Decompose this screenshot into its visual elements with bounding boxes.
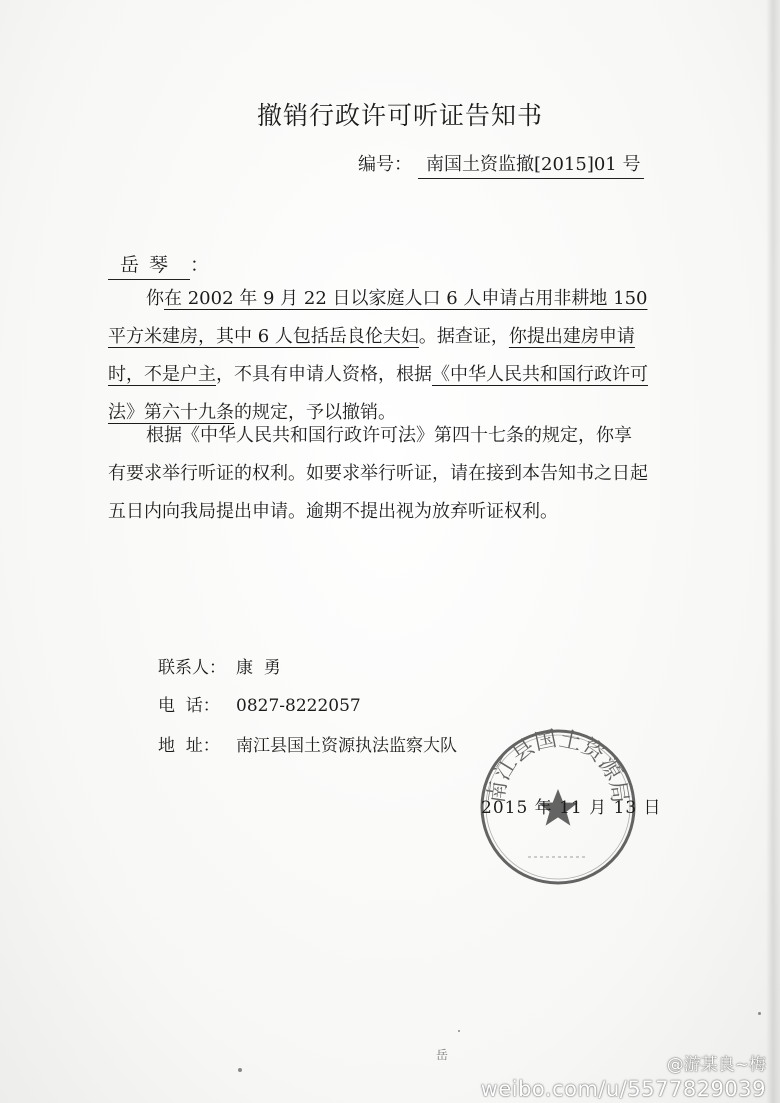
- addressee: [108, 250, 209, 280]
- paragraph-notice-text-2: ，不具有申请人资格，根据: [216, 364, 432, 385]
- document-number: [358, 150, 644, 179]
- contact-address-value: 南江县国土资源执法监察大队: [236, 736, 457, 756]
- paragraph-notice: [108, 280, 648, 432]
- watermark-handle: @游某良~梅: [666, 1055, 766, 1075]
- contact-phone-value: 0827-8222057: [236, 696, 361, 716]
- addressee-colon: ：: [190, 254, 210, 276]
- weibo-watermark: [481, 1050, 766, 1101]
- page-footer-mark: 岳: [436, 1048, 449, 1062]
- watermark-url: weibo.com/u/5577829039: [480, 1077, 766, 1101]
- document-number-label: 编号：: [358, 154, 412, 175]
- scan-speck: [758, 1012, 761, 1015]
- paragraph-notice-underlined-facts: 在 2002 年 9 月 22 日以家庭人口 6 人申请占用非耕地 150 平方米建房，其中 6 人包括岳良伦夫妇: [108, 288, 648, 347]
- paragraph-notice-text-3: 的规定，予以撤销。: [234, 402, 396, 423]
- document-number-value: 南国土资监撤[2015]01 号: [418, 150, 644, 179]
- paragraph-notice-underlined-finding: 你提出建房申请时，不是户主: [108, 326, 635, 385]
- paragraph-notice-lead: 你: [146, 288, 164, 309]
- contact-person-value: 康 勇: [236, 658, 281, 678]
- paragraph-hearing-rights: [108, 417, 648, 531]
- contact-address-label: 地 址：: [158, 736, 220, 756]
- document-title: 撤销行政许可听证告知书: [256, 101, 543, 130]
- contact-person-label: 联系人：: [158, 658, 226, 678]
- seal-text: 南江县国土资源局: [484, 727, 632, 805]
- contact-address: [158, 731, 457, 756]
- scan-edge-shadow: [766, 0, 780, 1103]
- addressee-name: 岳琴: [108, 250, 190, 280]
- paragraph-notice-text-1: 。据查证，: [418, 326, 509, 347]
- contact-phone-label: 电 话：: [158, 696, 220, 716]
- document-date: 2015 年 11 月 13 日: [481, 798, 662, 818]
- scan-speck: [458, 1030, 460, 1032]
- paragraph-hearing-rights-text: 根据《中华人民共和国行政许可法》第四十七条的规定，你享有要求举行听证的权利。如要求举行听证，请在接到本告知书之日起五日内向我局提出申请。逾期不提出视为放弃听证权利。: [108, 425, 648, 522]
- contact-person: [158, 653, 281, 678]
- paragraph-notice-underlined-law: 《中华人民共和国行政许可法》第六十九条: [108, 364, 648, 423]
- contact-phone: [158, 691, 361, 716]
- scan-speck: [238, 1068, 242, 1072]
